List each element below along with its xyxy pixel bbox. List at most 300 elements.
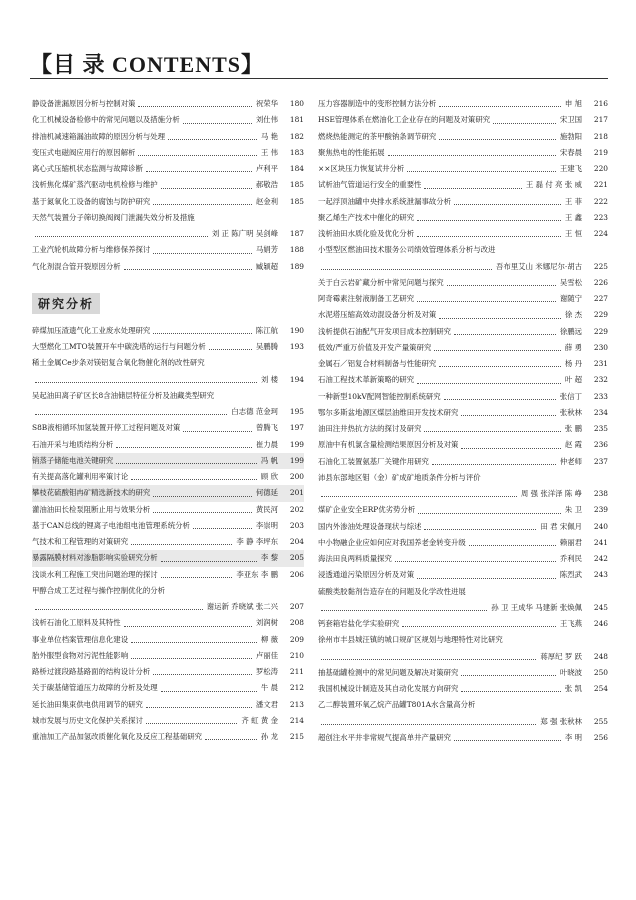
dot-leader bbox=[439, 106, 561, 107]
dot-leader bbox=[183, 123, 252, 124]
dot-leader bbox=[161, 691, 257, 692]
dot-leader bbox=[153, 253, 252, 254]
toc-entry-page: 235 bbox=[593, 424, 608, 433]
toc-entry[interactable] bbox=[32, 485, 304, 501]
toc-entry-page: 211 bbox=[289, 667, 304, 676]
toc-entry[interactable] bbox=[318, 275, 608, 291]
toc-entry-author: 谢运新 乔晓斌 张二兴 bbox=[206, 602, 278, 611]
toc-entry-title: 浅谈水利工程施工突出问题治理的探讨 bbox=[32, 569, 158, 579]
toc-entry-page: 184 bbox=[289, 164, 304, 173]
dot-leader bbox=[321, 724, 536, 725]
toc-entry[interactable] bbox=[32, 355, 304, 371]
toc-entry-author: 张 凯 bbox=[564, 684, 582, 693]
toc-entry-title: 甲醇合成工艺过程与操作控制优化的分析 bbox=[32, 585, 166, 595]
toc-entry[interactable] bbox=[32, 583, 304, 599]
toc-entry-page: 210 bbox=[289, 650, 304, 660]
toc-entry[interactable] bbox=[32, 615, 304, 631]
toc-entry-page: 199 bbox=[289, 439, 304, 449]
toc-entry-page: 254 bbox=[593, 684, 608, 693]
toc-entry-title: 浅析油田水质化验及优化分析 bbox=[318, 229, 415, 238]
toc-entry-page: 181 bbox=[289, 115, 304, 125]
toc-entry-author: 刘 楼 bbox=[260, 374, 278, 384]
toc-entry-author: 陈烈武 bbox=[559, 570, 582, 580]
toc-entry-title: 销蒸子储能电池关键研究 bbox=[32, 455, 114, 465]
toc-entry-page: 238 bbox=[593, 489, 608, 498]
toc-entry-page: 250 bbox=[593, 667, 608, 677]
toc-entry[interactable] bbox=[32, 145, 304, 161]
toc-entry-title: 浅析焦化煤矿蒸汽驱动电机检修与维护 bbox=[32, 180, 158, 190]
toc-entry-title: 大型燃化工MTO装置开车中碳洗塔的运行与问题分析 bbox=[32, 342, 206, 351]
toc-entry-author: 刘润树 bbox=[255, 618, 278, 628]
toc-entry-author: 王 伟 bbox=[260, 147, 278, 157]
dot-leader bbox=[168, 139, 257, 140]
toc-entry[interactable] bbox=[318, 697, 608, 713]
toc-entry[interactable] bbox=[318, 632, 608, 648]
dot-leader bbox=[138, 106, 251, 107]
dot-leader bbox=[35, 236, 208, 237]
toc-entry-page: 223 bbox=[593, 212, 608, 222]
toc-entry-title: 油田注井热抗方法的探讨及研究 bbox=[318, 424, 422, 433]
toc-entry-title: 原油中有机氯含量检测结果原因分析及对策 bbox=[318, 440, 459, 450]
dot-leader bbox=[161, 188, 252, 189]
toc-entry-author: 申 旭 bbox=[564, 99, 582, 108]
toc-entry-page: 204 bbox=[289, 537, 304, 546]
toc-entry-page: 185 bbox=[289, 180, 304, 190]
toc-entry-page: 209 bbox=[289, 634, 304, 644]
toc-entry-page: 230 bbox=[593, 342, 608, 352]
toc-entry[interactable] bbox=[32, 697, 304, 713]
toc-entry-author: 祝荣华 bbox=[255, 99, 278, 108]
toc-entry-title: 变压式电磁阀应用行的原因解析 bbox=[32, 147, 136, 157]
toc-entry-author: 叶 超 bbox=[564, 375, 582, 385]
toc-entry[interactable] bbox=[318, 486, 608, 502]
toc-entry-author: 何德延 bbox=[255, 488, 278, 498]
toc-entry-page: 224 bbox=[593, 229, 608, 238]
toc-entry[interactable] bbox=[318, 259, 608, 275]
dot-leader bbox=[447, 285, 556, 286]
toc-entry[interactable] bbox=[318, 161, 608, 177]
toc-entry-title: 阿奇霉素注射液制备工艺研究 bbox=[318, 294, 415, 303]
dot-leader bbox=[153, 333, 252, 334]
toc-entry-title: 胎外服型食物对污泥性能影响 bbox=[32, 650, 129, 660]
dot-leader bbox=[461, 448, 560, 449]
toc-entry[interactable] bbox=[32, 388, 304, 404]
toc-entry-author: 张秋林 bbox=[559, 407, 582, 417]
toc-entry-page: 205 bbox=[289, 553, 304, 563]
dot-leader bbox=[461, 691, 560, 692]
toc-entry-title: 石油工程技术革新策略的研究 bbox=[318, 375, 415, 385]
toc-entry-author: 叶晓波 bbox=[559, 667, 582, 677]
toc-entry-page: 212 bbox=[289, 683, 304, 693]
toc-entry-author: 孙 龙 bbox=[260, 732, 278, 741]
toc-entry-author: 蒋厚纪 罗 跃 bbox=[540, 651, 582, 661]
toc-entry-page: 220 bbox=[593, 164, 608, 173]
toc-entry-page: 226 bbox=[593, 277, 608, 287]
toc-entry-author: 吴鹏腾 bbox=[255, 342, 278, 351]
toc-entry[interactable] bbox=[32, 129, 304, 145]
toc-entry[interactable] bbox=[32, 550, 304, 566]
toc-entry[interactable] bbox=[32, 420, 304, 436]
toc-entry-title: 延长油田集束供电供用调节的研究 bbox=[32, 699, 143, 709]
dot-leader bbox=[146, 171, 252, 172]
dot-leader bbox=[439, 366, 561, 367]
title-divider bbox=[30, 78, 608, 79]
toc-entry-page: 195 bbox=[289, 407, 304, 416]
dot-leader bbox=[469, 545, 556, 546]
dot-leader bbox=[321, 496, 517, 497]
toc-entry-page: 245 bbox=[593, 602, 608, 612]
toc-entry-title: 事业单位档案管理信息化建设 bbox=[32, 634, 129, 644]
toc-entry-author: 牛 晨 bbox=[260, 683, 278, 693]
toc-entry[interactable] bbox=[32, 323, 304, 339]
dot-leader bbox=[153, 674, 252, 675]
toc-entry-page: 187 bbox=[289, 229, 304, 238]
toc-entry-title: 聚乙烯生产技术中催化的研究 bbox=[318, 212, 415, 222]
toc-entry[interactable] bbox=[32, 226, 304, 242]
dot-leader bbox=[205, 739, 257, 740]
toc-entry[interactable] bbox=[318, 437, 608, 453]
dot-leader bbox=[417, 578, 556, 579]
toc-entry-page: 239 bbox=[593, 505, 608, 515]
dot-leader bbox=[116, 463, 257, 464]
toc-entry-author: 刘 正 陈广明 吴剑峰 bbox=[211, 229, 278, 238]
toc-entry[interactable] bbox=[32, 729, 304, 745]
toc-entry-page: 229 bbox=[593, 310, 608, 320]
toc-entry[interactable] bbox=[32, 469, 304, 485]
toc-entry-page: 236 bbox=[593, 440, 608, 450]
toc-entry-author: 崔力晨 bbox=[255, 439, 278, 449]
toc-entry[interactable] bbox=[318, 340, 608, 356]
toc-entry[interactable] bbox=[32, 518, 304, 534]
dot-leader bbox=[146, 723, 238, 724]
toc-entry-author: 陈江航 bbox=[255, 325, 278, 335]
toc-entry[interactable] bbox=[318, 502, 608, 518]
toc-entry-title: 石油化工装置氨基厂关键作用研究 bbox=[318, 456, 429, 466]
toc-entry[interactable] bbox=[318, 421, 608, 437]
toc-entry-author: 王 菲 bbox=[564, 196, 582, 206]
toc-entry-page: 213 bbox=[289, 699, 304, 709]
toc-entry-title: 攀枝花硫酸钼冉矿精选新技术的研究 bbox=[32, 488, 151, 498]
toc-entry-page: 185 bbox=[289, 196, 304, 206]
toc-entry-author: 李 黎 bbox=[260, 553, 278, 563]
toc-entry[interactable] bbox=[318, 372, 608, 388]
toc-entry-page: 219 bbox=[593, 147, 608, 157]
toc-entry-title: 超创注水平井非常规气提高单井产量研究 bbox=[318, 732, 452, 742]
toc-entry-author: 潘文君 bbox=[255, 699, 278, 709]
toc-entry-page: 189 bbox=[289, 261, 304, 271]
dot-leader bbox=[321, 269, 492, 270]
dot-leader bbox=[454, 204, 561, 205]
toc-entry[interactable] bbox=[32, 404, 304, 420]
toc-entry-page: 255 bbox=[593, 716, 608, 726]
dot-leader bbox=[461, 675, 555, 676]
toc-entry-title: 乙二醇装置环氧乙烷产品罐T801A水含量高分析 bbox=[318, 700, 476, 710]
toc-entry-title: 我国机械设计制造及其自动化发展方向研究 bbox=[318, 684, 459, 693]
toc-entry-title: 金属石／铝复合材料制备与性能研究 bbox=[318, 359, 437, 368]
toc-entry-title: 国内外渗油处理设备现状与综述 bbox=[318, 521, 422, 531]
toc-entry-page: 215 bbox=[289, 732, 304, 741]
toc-entry-page: 221 bbox=[593, 180, 608, 190]
toc-entry-page: 202 bbox=[289, 504, 304, 514]
toc-entry-title: 基于氮氧化工设备的腐蚀与防护研究 bbox=[32, 196, 151, 206]
toc-entry-author: 曾腾飞 bbox=[255, 423, 278, 433]
toc-entry[interactable] bbox=[32, 713, 304, 729]
toc-entry-page: 233 bbox=[593, 391, 608, 401]
toc-entry[interactable] bbox=[318, 129, 608, 145]
toc-entry[interactable] bbox=[32, 648, 304, 664]
dot-leader bbox=[153, 512, 252, 513]
toc-entry[interactable] bbox=[318, 649, 608, 665]
dot-leader bbox=[439, 139, 556, 140]
toc-entry[interactable] bbox=[32, 372, 304, 388]
dot-leader bbox=[388, 155, 556, 156]
dot-leader bbox=[153, 204, 252, 205]
toc-entry[interactable] bbox=[32, 502, 304, 518]
toc-entry[interactable] bbox=[32, 534, 304, 550]
toc-entry[interactable] bbox=[32, 567, 304, 583]
toc-entry-page: 243 bbox=[593, 570, 608, 580]
toc-entry-title: 稀土金属Ce步条对镁铝复合氧化物催化剂的改性研究 bbox=[32, 358, 205, 368]
toc-entry-page: 208 bbox=[289, 618, 304, 628]
dot-leader bbox=[402, 626, 556, 627]
toc-entry-page: 203 bbox=[289, 520, 304, 530]
toc-entry[interactable] bbox=[32, 680, 304, 696]
toc-entry-title: 气技术和工程管理的对策研究 bbox=[32, 537, 129, 546]
toc-entry[interactable] bbox=[318, 535, 608, 551]
toc-entry-author: 白志德 范金珂 bbox=[231, 407, 278, 416]
toc-entry-author: 田 君 宋佩月 bbox=[540, 521, 582, 531]
toc-entry[interactable] bbox=[318, 616, 608, 632]
toc-entry-title: 聚焦热电的性能拓展 bbox=[318, 147, 385, 157]
dot-leader bbox=[461, 415, 555, 416]
toc-entry-author: 王 磊 付 亮 张 威 bbox=[525, 180, 582, 190]
toc-entry-page: 207 bbox=[289, 602, 304, 611]
toc-entry-title: 浸透通道污染原因分析及对策 bbox=[318, 570, 415, 580]
toc-entry-page: 241 bbox=[593, 537, 608, 547]
toc-entry[interactable] bbox=[318, 307, 608, 323]
toc-entry-author: 周 强 张洋泽 陈 峥 bbox=[520, 489, 582, 498]
dot-leader bbox=[439, 318, 561, 319]
dot-leader bbox=[153, 496, 252, 497]
toc-entry-title: 暴露隔膜材料对渗脂影响实验研究分析 bbox=[32, 553, 158, 563]
toc-entry[interactable] bbox=[318, 291, 608, 307]
toc-entry-author: 刘仕伟 bbox=[255, 115, 278, 125]
toc-entry-page: 201 bbox=[289, 488, 304, 498]
toc-entry[interactable] bbox=[32, 453, 304, 469]
toc-entry-author: 杨 丹 bbox=[564, 359, 582, 368]
dot-leader bbox=[321, 610, 487, 611]
toc-entry[interactable] bbox=[318, 551, 608, 567]
toc-entry-author: 宋卫国 bbox=[559, 115, 582, 125]
toc-entry-author: 吴雪松 bbox=[559, 277, 582, 287]
toc-entry-title: 硫酸类胶黏剂告造存在的问题及化学改性进展 bbox=[318, 586, 466, 596]
toc-entry[interactable] bbox=[318, 730, 608, 746]
toc-entry-title: 灌油油田长检泵阻断止用与效果分析 bbox=[32, 504, 151, 514]
toc-entry-page: 188 bbox=[289, 245, 304, 255]
toc-left-column bbox=[32, 96, 304, 745]
dot-leader bbox=[124, 626, 252, 627]
toc-entry-author: 罗松涛 bbox=[255, 667, 278, 676]
dot-leader bbox=[124, 269, 252, 270]
toc-entry[interactable] bbox=[318, 226, 608, 242]
toc-entry-page: 246 bbox=[593, 619, 608, 628]
toc-entry-title: 基于CAN总线的锂离子电池组电池管理系统分析 bbox=[32, 520, 190, 530]
toc-entry[interactable] bbox=[32, 437, 304, 453]
toc-entry[interactable] bbox=[32, 96, 304, 112]
dot-leader bbox=[395, 561, 556, 562]
toc-entry-page: 234 bbox=[593, 407, 608, 417]
dot-leader bbox=[424, 431, 560, 432]
dot-leader bbox=[161, 577, 233, 578]
toc-entry-title: 静设备泄漏原因分析与控制对策 bbox=[32, 99, 136, 108]
dot-leader bbox=[146, 707, 252, 708]
toc-entry-author: 顾 欣 bbox=[260, 472, 278, 481]
toc-entry-author: 王 鑫 bbox=[564, 212, 582, 222]
toc-entry[interactable] bbox=[32, 664, 304, 680]
toc-entry-author: 王飞燕 bbox=[559, 619, 582, 628]
toc-entry[interactable] bbox=[318, 665, 608, 681]
dot-leader bbox=[434, 350, 561, 351]
toc-entry-title: 吴起油田离子矿区长8含油储层特征分析及油藏类型研究 bbox=[32, 390, 215, 400]
toc-entry[interactable] bbox=[32, 339, 304, 355]
toc-entry[interactable] bbox=[318, 210, 608, 226]
toc-entry-title: 鄂尔多斯盆地源区煤层油维田开发技术研究 bbox=[318, 407, 459, 417]
toc-entry[interactable] bbox=[32, 259, 304, 275]
toc-entry-title: 徐州市丰县城汪镇的城口规矿区规划与地理特性对比研究 bbox=[318, 635, 503, 645]
toc-entry-title: 煤矿企业安全ERP优劣势分析 bbox=[318, 505, 416, 515]
section-label: 研究分析 bbox=[32, 293, 100, 314]
toc-entry-page: 217 bbox=[593, 115, 608, 125]
toc-entry-author: 臧颖超 bbox=[255, 261, 278, 271]
toc-entry-author: 朱 卫 bbox=[564, 505, 582, 515]
dot-leader bbox=[131, 544, 232, 545]
toc-entry-title: 石油开采与地质结构分析 bbox=[32, 439, 114, 449]
dot-leader bbox=[321, 659, 536, 660]
toc-entry-page: 206 bbox=[289, 569, 304, 579]
toc-entry-author: 仲老师 bbox=[559, 456, 582, 466]
toc-entry-author: 赖丽君 bbox=[559, 537, 582, 547]
toc-entry[interactable] bbox=[318, 584, 608, 600]
toc-entry-page: 190 bbox=[289, 325, 304, 335]
toc-entry-author: 王 恒 bbox=[564, 229, 582, 238]
toc-entry-author: 李 静 李坪东 bbox=[236, 537, 278, 546]
toc-entry[interactable] bbox=[318, 454, 608, 470]
toc-entry-title: 试析油气管道运行安全的重要性 bbox=[318, 180, 422, 190]
toc-entry-page: 248 bbox=[593, 651, 608, 661]
toc-entry[interactable] bbox=[318, 194, 608, 210]
toc-entry[interactable] bbox=[318, 145, 608, 161]
toc-entry-author: 黄民河 bbox=[255, 504, 278, 514]
toc-entry-title: ××区块压力恢复试井分析 bbox=[318, 164, 405, 173]
toc-entry-page: 227 bbox=[593, 294, 608, 303]
toc-entry-page: 216 bbox=[593, 99, 608, 108]
toc-entry-author: 卢利平 bbox=[255, 164, 278, 173]
toc-entry-page: 199 bbox=[289, 455, 304, 465]
dot-leader bbox=[417, 383, 561, 384]
toc-entry[interactable] bbox=[32, 210, 304, 226]
toc-entry-author: 郑 强 张秋林 bbox=[540, 716, 582, 726]
toc-entry-page: 222 bbox=[593, 196, 608, 206]
toc-entry-title: 路桥过渡段路基路面的结构设计分析 bbox=[32, 667, 151, 676]
toc-entry-page: 256 bbox=[593, 732, 608, 742]
toc-entry-title: 浅析石油化工原料及其特性 bbox=[32, 618, 121, 628]
toc-entry[interactable] bbox=[32, 161, 304, 177]
toc-entry-title: 离心式压缩机状态监测与故障诊断 bbox=[32, 164, 143, 173]
toc-entry[interactable] bbox=[32, 632, 304, 648]
toc-entry-author: 施勃阳 bbox=[559, 131, 582, 141]
toc-entry-title: 气化剂混合管开裂原因分析 bbox=[32, 261, 121, 271]
toc-entry-title: 中小物融企业应如何应对我国养老金转变升级 bbox=[318, 537, 466, 547]
toc-entry-author: 赵金利 bbox=[255, 196, 278, 206]
toc-entry[interactable] bbox=[318, 714, 608, 730]
toc-entry[interactable] bbox=[318, 567, 608, 583]
toc-entry-title: 关于白云岩矿藏分析中常见问题与探究 bbox=[318, 277, 444, 287]
toc-entry[interactable] bbox=[32, 242, 304, 258]
toc-entry[interactable] bbox=[318, 681, 608, 697]
dot-leader bbox=[131, 658, 252, 659]
dot-leader bbox=[209, 349, 252, 350]
dot-leader bbox=[424, 188, 521, 189]
dot-leader bbox=[417, 236, 561, 237]
toc-entry-page: 183 bbox=[289, 147, 304, 157]
toc-entry-author: 赵 霞 bbox=[564, 440, 582, 450]
dot-leader bbox=[417, 301, 556, 302]
toc-entry[interactable] bbox=[318, 600, 608, 616]
toc-entry[interactable] bbox=[32, 194, 304, 210]
toc-entry-author: 冯 帆 bbox=[260, 455, 278, 465]
toc-entry-author: 谢随宁 bbox=[559, 294, 582, 303]
toc-entry[interactable] bbox=[318, 96, 608, 112]
toc-entry-title: 压力容器制造中的变形控制方法分析 bbox=[318, 99, 437, 108]
toc-entry-title: 小型型区燃油田技术服务公司绩效管理体系分析与改进 bbox=[318, 245, 496, 255]
toc-entry-title: 天然气装置分子筛切换阀阀门泄漏失效分析及措施 bbox=[32, 212, 195, 222]
toc-entry[interactable] bbox=[318, 324, 608, 340]
toc-entry[interactable] bbox=[32, 177, 304, 193]
toc-entry-page: 225 bbox=[593, 261, 608, 271]
toc-entry-page: 240 bbox=[593, 521, 608, 531]
toc-entry-page: 200 bbox=[289, 472, 304, 481]
toc-entry[interactable] bbox=[318, 356, 608, 372]
toc-entry-author: 宋春晨 bbox=[559, 147, 582, 157]
dot-leader bbox=[444, 399, 556, 400]
toc-entry-title: 重油加工产品加氢改质催化氧化及反应工程基础研究 bbox=[32, 732, 202, 741]
dot-leader bbox=[417, 220, 561, 221]
toc-entry-author: 徐鹏远 bbox=[559, 326, 582, 336]
toc-entry-title: 排油机减速箱漏油故障的原因分析与处理 bbox=[32, 131, 166, 141]
toc-entry-title: 低效/严重万价值及开发产量策研究 bbox=[318, 342, 432, 352]
toc-entry[interactable] bbox=[318, 177, 608, 193]
section-header bbox=[32, 275, 304, 323]
toc-entry-title: 抽基础罐检测中的常见问题及解决对策研究 bbox=[318, 667, 459, 677]
toc-entry-title: 工业汽轮机故障分析与维修保养探讨 bbox=[32, 245, 151, 255]
toc-entry-author: 柳 薇 bbox=[260, 634, 278, 644]
toc-entry-author: 齐 虹 黄 金 bbox=[241, 715, 278, 725]
toc-entry-page: 180 bbox=[289, 99, 304, 108]
toc-entry[interactable] bbox=[318, 405, 608, 421]
toc-entry[interactable] bbox=[32, 599, 304, 615]
toc-entry-title: 燃烧热能测定的茶甲酸钠条调节研究 bbox=[318, 131, 437, 141]
toc-entry[interactable] bbox=[318, 519, 608, 535]
toc-entry[interactable] bbox=[32, 112, 304, 128]
dot-leader bbox=[424, 529, 536, 530]
toc-entry-author: 王建飞 bbox=[559, 164, 582, 173]
page-title: 【目 录 CONTENTS】 bbox=[30, 52, 265, 77]
toc-entry[interactable] bbox=[318, 470, 608, 486]
toc-entry[interactable] bbox=[318, 389, 608, 405]
dot-leader bbox=[35, 382, 257, 383]
toc-entry[interactable] bbox=[318, 242, 608, 258]
toc-entry[interactable] bbox=[318, 112, 608, 128]
